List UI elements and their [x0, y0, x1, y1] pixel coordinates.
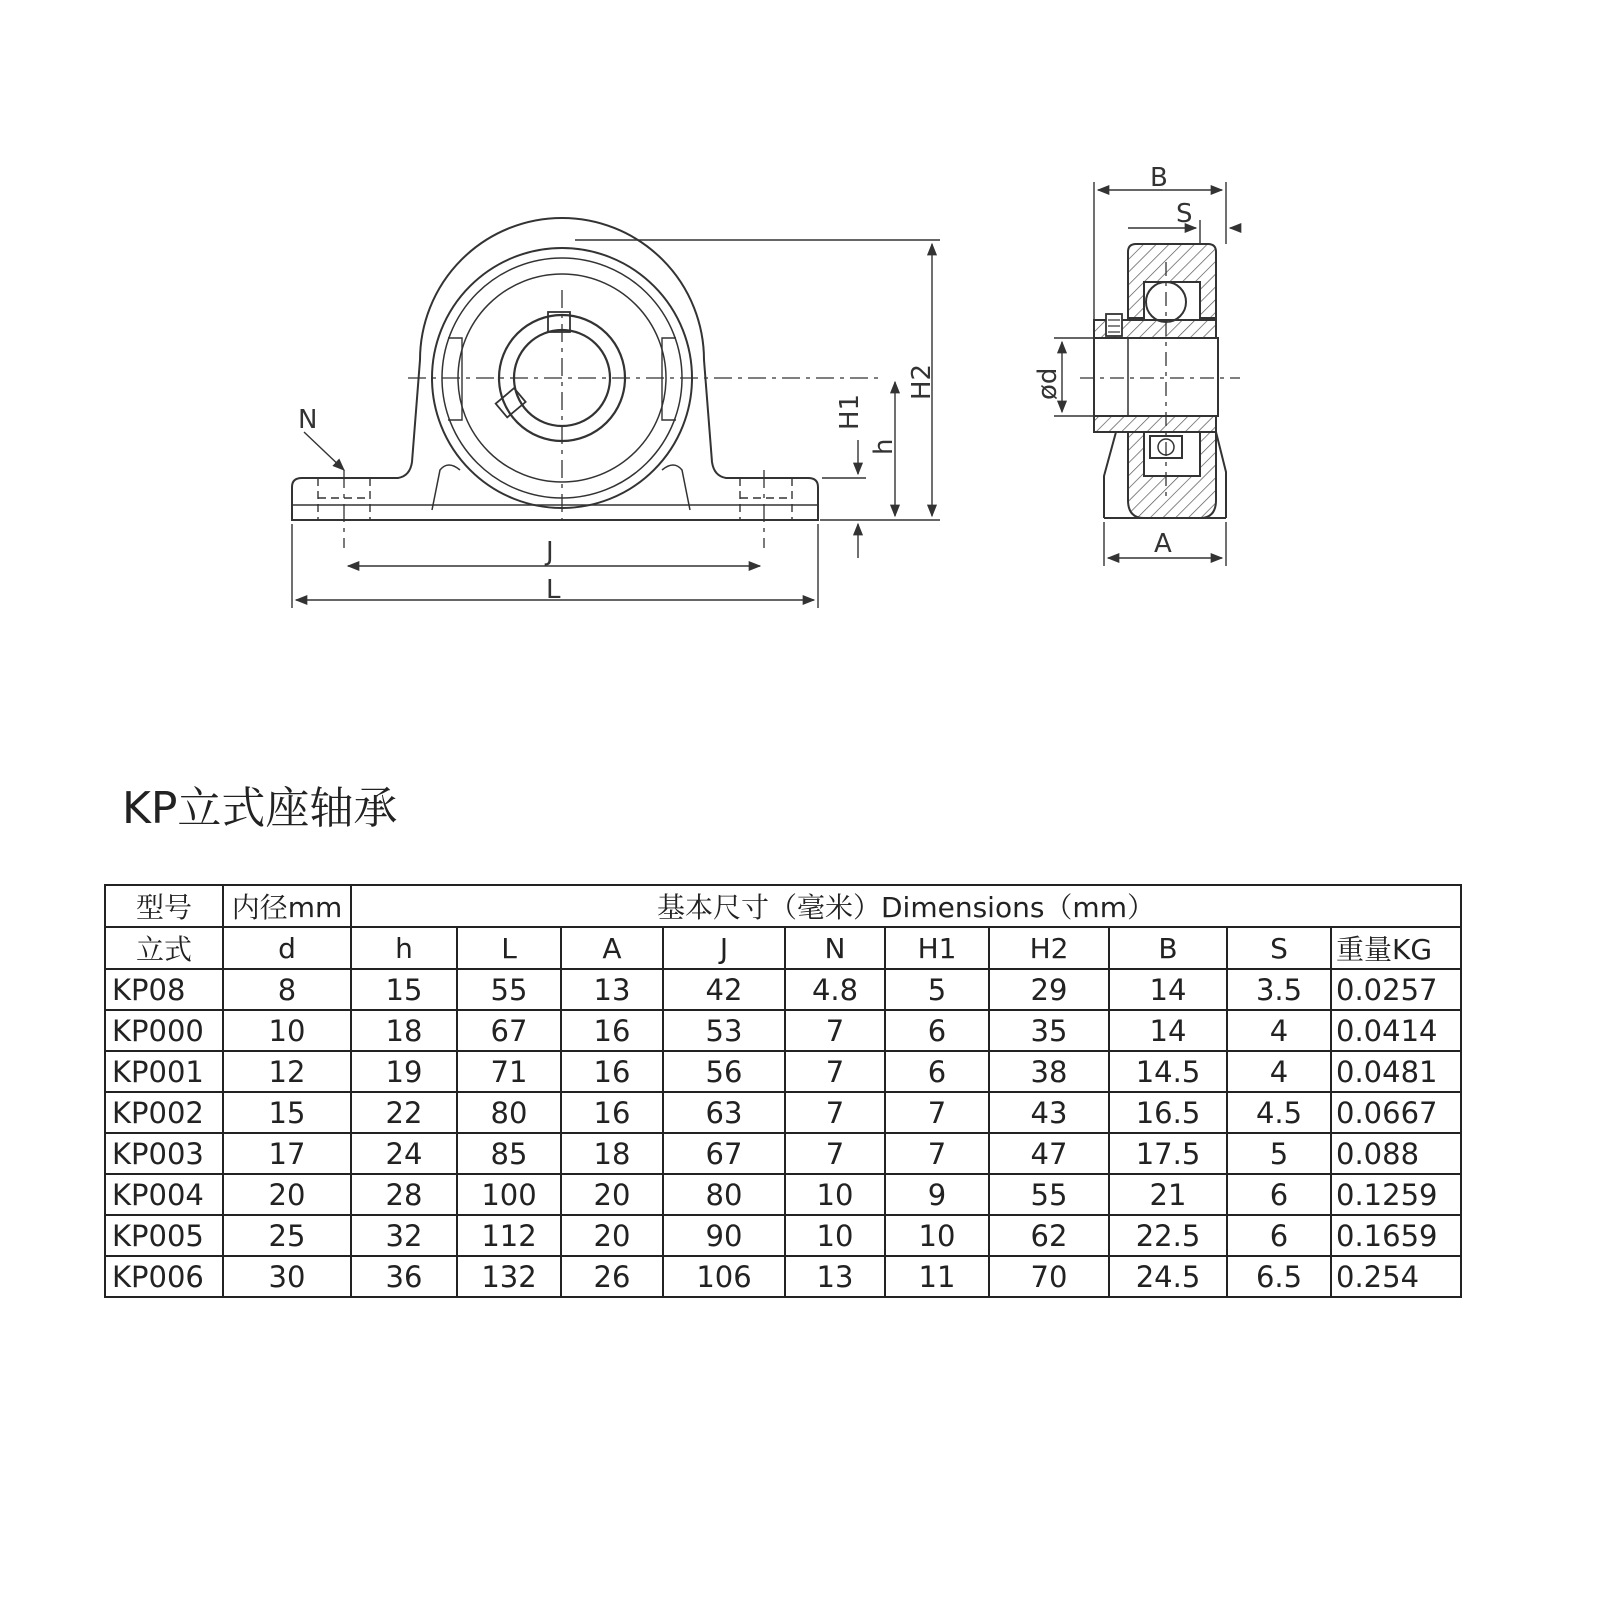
table-cell: 6.5: [1227, 1256, 1331, 1297]
table-cell: 7: [885, 1133, 989, 1174]
label-d: ød: [1033, 367, 1063, 400]
table-cell: 80: [457, 1092, 561, 1133]
table-cell: 35: [989, 1010, 1109, 1051]
table-cell: 16: [561, 1092, 663, 1133]
table-cell: 5: [1227, 1133, 1331, 1174]
table-cell: 53: [663, 1010, 785, 1051]
label-h: h: [869, 438, 899, 455]
table-cell: 20: [223, 1174, 351, 1215]
table-cell: 18: [561, 1133, 663, 1174]
table-cell: 29: [989, 969, 1109, 1010]
model-cell: KP004: [105, 1174, 223, 1215]
table-cell: 0.0257: [1331, 969, 1461, 1010]
table-cell: 13: [785, 1256, 885, 1297]
label-H1: H1: [835, 393, 865, 430]
label-A: A: [1154, 529, 1172, 559]
header-bore: 内径mm: [223, 885, 351, 927]
model-cell: KP001: [105, 1051, 223, 1092]
table-cell: 28: [351, 1174, 457, 1215]
table-row: [105, 1256, 1461, 1297]
model-cell: KP000: [105, 1010, 223, 1051]
table-cell: 18: [351, 1010, 457, 1051]
table-cell: 14: [1109, 969, 1227, 1010]
table-cell: 10: [223, 1010, 351, 1051]
table-cell: 7: [785, 1133, 885, 1174]
column-header: A: [561, 927, 663, 969]
table-cell: 4: [1227, 1051, 1331, 1092]
table-cell: 112: [457, 1215, 561, 1256]
table-row: [105, 1174, 1461, 1215]
table-cell: 9: [885, 1174, 989, 1215]
table-cell: 100: [457, 1174, 561, 1215]
column-header: 重量KG: [1331, 927, 1461, 969]
label-B: B: [1150, 163, 1168, 193]
column-header: d: [223, 927, 351, 969]
column-header: H1: [885, 927, 989, 969]
table-cell: 67: [457, 1010, 561, 1051]
table-row: [105, 1010, 1461, 1051]
table-cell: 13: [561, 969, 663, 1010]
table-cell: 6: [1227, 1215, 1331, 1256]
table-cell: 32: [351, 1215, 457, 1256]
table-cell: 47: [989, 1133, 1109, 1174]
table-row: [105, 1092, 1461, 1133]
table-cell: 24: [351, 1133, 457, 1174]
table-cell: 4.5: [1227, 1092, 1331, 1133]
table-row: [105, 1215, 1461, 1256]
table-cell: 17.5: [1109, 1133, 1227, 1174]
table-header-row-1: [105, 885, 1461, 927]
table-cell: 5: [885, 969, 989, 1010]
table-cell: 0.1659: [1331, 1215, 1461, 1256]
table-cell: 14: [1109, 1010, 1227, 1051]
table-cell: 4: [1227, 1010, 1331, 1051]
table-cell: 6: [885, 1010, 989, 1051]
table-cell: 4.8: [785, 969, 885, 1010]
table-cell: 15: [351, 969, 457, 1010]
table-cell: 7: [785, 1051, 885, 1092]
table-cell: 70: [989, 1256, 1109, 1297]
table-cell: 17: [223, 1133, 351, 1174]
table-cell: 3.5: [1227, 969, 1331, 1010]
table-cell: 19: [351, 1051, 457, 1092]
model-cell: KP002: [105, 1092, 223, 1133]
table-cell: 106: [663, 1256, 785, 1297]
table-cell: 80: [663, 1174, 785, 1215]
table-cell: 12: [223, 1051, 351, 1092]
table-cell: 7: [785, 1092, 885, 1133]
table-cell: 56: [663, 1051, 785, 1092]
table-cell: 0.088: [1331, 1133, 1461, 1174]
column-header: N: [785, 927, 885, 969]
column-header: L: [457, 927, 561, 969]
table-cell: 67: [663, 1133, 785, 1174]
table-cell: 11: [885, 1256, 989, 1297]
table-cell: 55: [457, 969, 561, 1010]
table-cell: 90: [663, 1215, 785, 1256]
label-L: L: [546, 575, 561, 605]
label-S: S: [1176, 199, 1193, 229]
table-cell: 6: [1227, 1174, 1331, 1215]
table-cell: 42: [663, 969, 785, 1010]
table-cell: 85: [457, 1133, 561, 1174]
label-H2: H2: [907, 363, 937, 400]
table-cell: 8: [223, 969, 351, 1010]
table-cell: 25: [223, 1215, 351, 1256]
table-cell: 16: [561, 1010, 663, 1051]
column-header: h: [351, 927, 457, 969]
table-cell: 0.0667: [1331, 1092, 1461, 1133]
side-view: [1054, 182, 1240, 566]
table-cell: 62: [989, 1215, 1109, 1256]
table-cell: 7: [785, 1010, 885, 1051]
table-cell: 7: [885, 1092, 989, 1133]
technical-drawing: [0, 0, 1597, 720]
table-cell: 0.0481: [1331, 1051, 1461, 1092]
table-header-row-2: [105, 927, 1461, 969]
table-cell: 16: [561, 1051, 663, 1092]
label-N: N: [298, 405, 318, 435]
model-cell: KP006: [105, 1256, 223, 1297]
column-header: 立式: [105, 927, 223, 969]
column-header: B: [1109, 927, 1227, 969]
table-cell: 24.5: [1109, 1256, 1227, 1297]
table-cell: 132: [457, 1256, 561, 1297]
table-cell: 20: [561, 1215, 663, 1256]
model-cell: KP003: [105, 1133, 223, 1174]
table-cell: 0.0414: [1331, 1010, 1461, 1051]
table-row: [105, 1051, 1461, 1092]
model-cell: KP08: [105, 969, 223, 1010]
dimensions-table: [104, 884, 1462, 1298]
table-cell: 22.5: [1109, 1215, 1227, 1256]
table-cell: 30: [223, 1256, 351, 1297]
column-header: H2: [989, 927, 1109, 969]
column-header: J: [663, 927, 785, 969]
table-cell: 63: [663, 1092, 785, 1133]
table-cell: 10: [785, 1174, 885, 1215]
table-cell: 36: [351, 1256, 457, 1297]
header-model: 型号: [105, 885, 223, 927]
table-cell: 22: [351, 1092, 457, 1133]
table-cell: 71: [457, 1051, 561, 1092]
table-row: [105, 1133, 1461, 1174]
housing-outline: [292, 218, 818, 520]
column-header: S: [1227, 927, 1331, 969]
table-cell: 0.254: [1331, 1256, 1461, 1297]
table-cell: 16.5: [1109, 1092, 1227, 1133]
model-cell: KP005: [105, 1215, 223, 1256]
table-cell: 0.1259: [1331, 1174, 1461, 1215]
table-cell: 14.5: [1109, 1051, 1227, 1092]
table-cell: 20: [561, 1174, 663, 1215]
table-cell: 10: [885, 1215, 989, 1256]
table-cell: 26: [561, 1256, 663, 1297]
table-cell: 55: [989, 1174, 1109, 1215]
page-title: KP立式座轴承: [122, 783, 398, 834]
table-cell: 43: [989, 1092, 1109, 1133]
header-dimensions: 基本尺寸（毫米）Dimensions（mm）: [351, 885, 1461, 927]
table-cell: 6: [885, 1051, 989, 1092]
table-cell: 38: [989, 1051, 1109, 1092]
label-J: J: [546, 537, 554, 567]
table-cell: 21: [1109, 1174, 1227, 1215]
table-row: [105, 969, 1461, 1010]
table-cell: 15: [223, 1092, 351, 1133]
table-cell: 10: [785, 1215, 885, 1256]
